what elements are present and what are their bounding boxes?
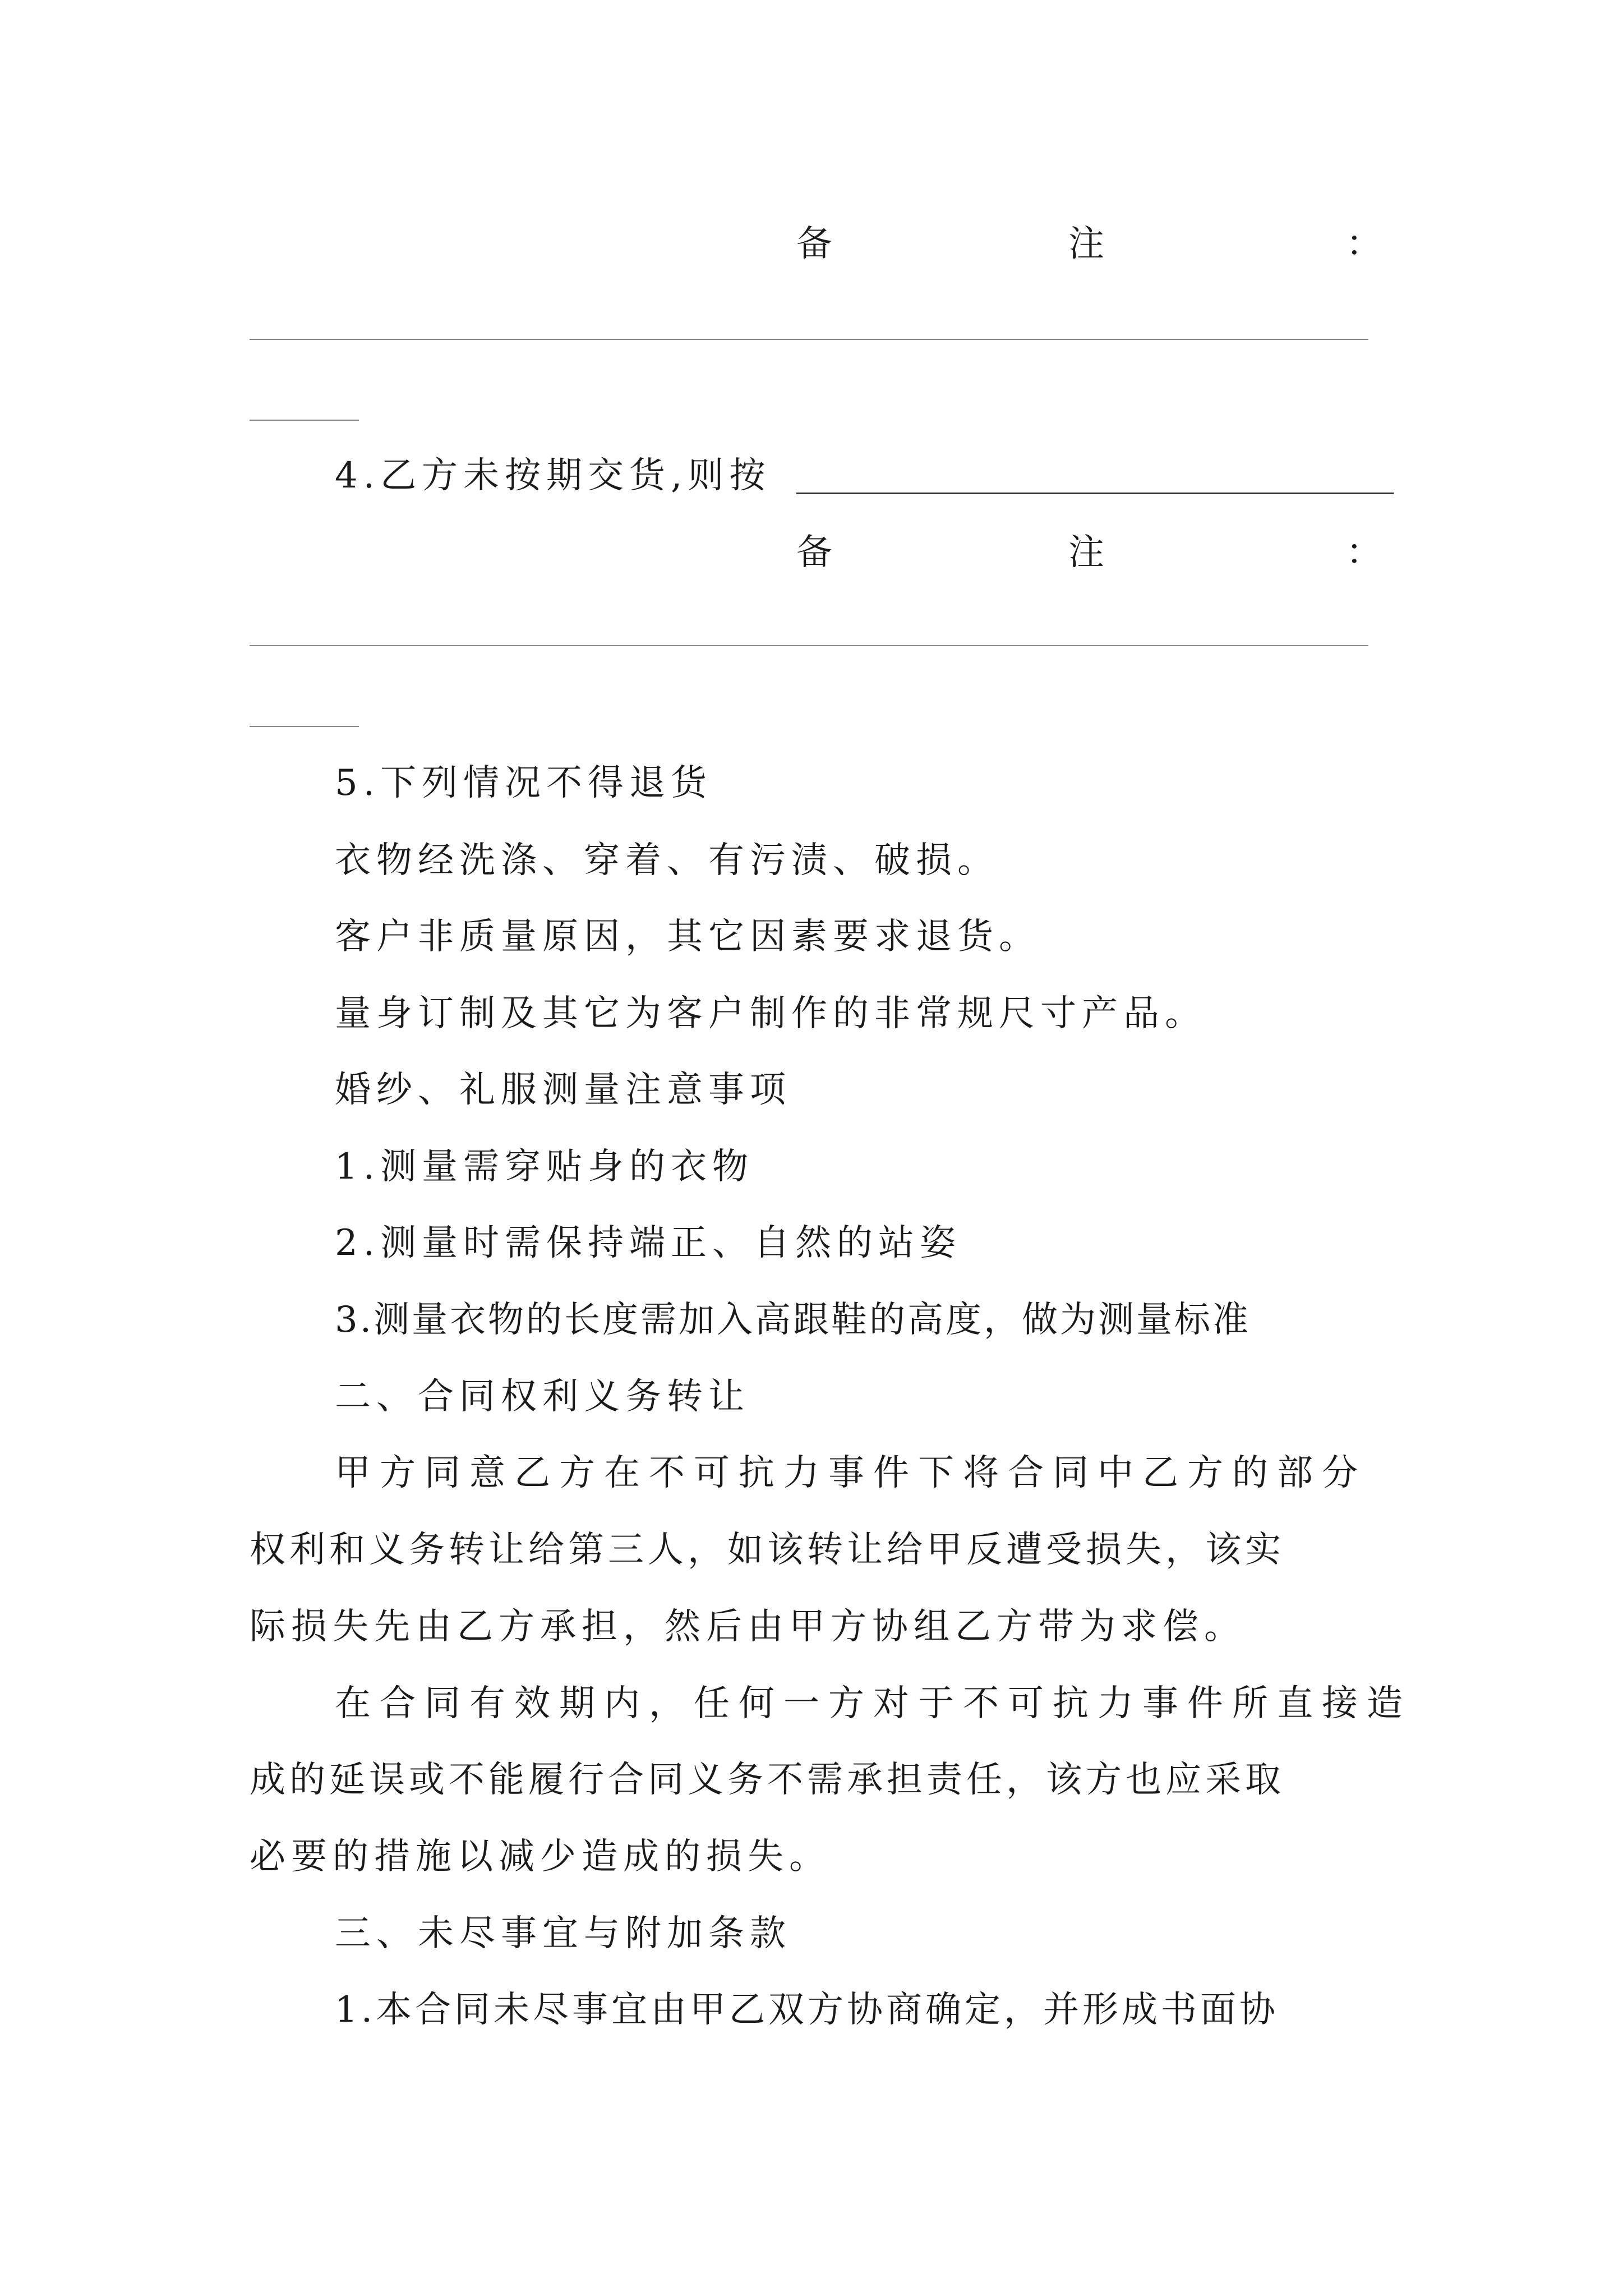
clause-5-heading: 5.下列情况不得退货: [335, 762, 713, 804]
section-2-para-1-line: 际损失先由乙方承担，然后由甲方协组乙方带为求偿。: [250, 1606, 1246, 1648]
remark-underline-short-1: [250, 420, 359, 421]
remark-label-char-1: 备: [796, 223, 832, 265]
remark-colon: ：: [1346, 532, 1382, 573]
section-2-para-2-line: 成的延误或不能履行合同义务不需承担责任，该方也应采取: [250, 1759, 1285, 1801]
section-2-para-2-line: 在合同有效期内，任何一方对于不可抗力事件所直接造: [335, 1683, 1412, 1724]
clause-4-text: 4.乙方未按期交货,则按: [335, 455, 771, 496]
clause-5-item: 量身订制及其它为客户制作的非常规尺寸产品。: [335, 993, 1206, 1034]
remark-label-char-2: 注: [1068, 223, 1104, 265]
measure-heading: 婚纱、礼服测量注意事项: [335, 1069, 791, 1111]
remark-label-char-1: 备: [796, 532, 832, 573]
section-2-para-2-line: 必要的措施以减少造成的损失。: [250, 1836, 831, 1878]
section-3-heading: 三、未尽事宜与附加条款: [335, 1913, 791, 1954]
remark-row-2: [250, 530, 1394, 575]
remark-underline-short-2: [250, 726, 359, 727]
clause-5-item: 客户非质量原因，其它因素要求退货。: [335, 916, 1040, 958]
section-2-heading: 二、合同权利义务转让: [335, 1376, 750, 1418]
remark-underline-long-1: [250, 339, 1368, 340]
section-2-para-1-line: 甲方同意乙方在不可抗力事件下将合同中乙方的部分: [335, 1452, 1367, 1494]
section-3-item-1: 1.本合同未尽事宜由甲乙双方协商确定，并形成书面协: [335, 1989, 1279, 2031]
measure-item: 2.测量时需保持端正、自然的站姿: [335, 1222, 962, 1264]
clause-4-fill-line: [796, 493, 1394, 494]
remark-underline-long-2: [250, 645, 1368, 646]
remark-colon: ：: [1346, 223, 1382, 265]
measure-item: 3.测量衣物的长度需加入高跟鞋的高度，做为测量标准: [335, 1299, 1251, 1341]
remark-row-1: [250, 222, 1394, 266]
measure-item: 1.测量需穿贴身的衣物: [335, 1146, 754, 1188]
clause-5-item: 衣物经洗涤、穿着、有污渍、破损。: [335, 840, 999, 881]
remark-label-char-2: 注: [1068, 532, 1104, 573]
section-2-para-1-line: 权利和义务转让给第三人，如该转让给甲反遭受损失，该实: [250, 1529, 1285, 1571]
